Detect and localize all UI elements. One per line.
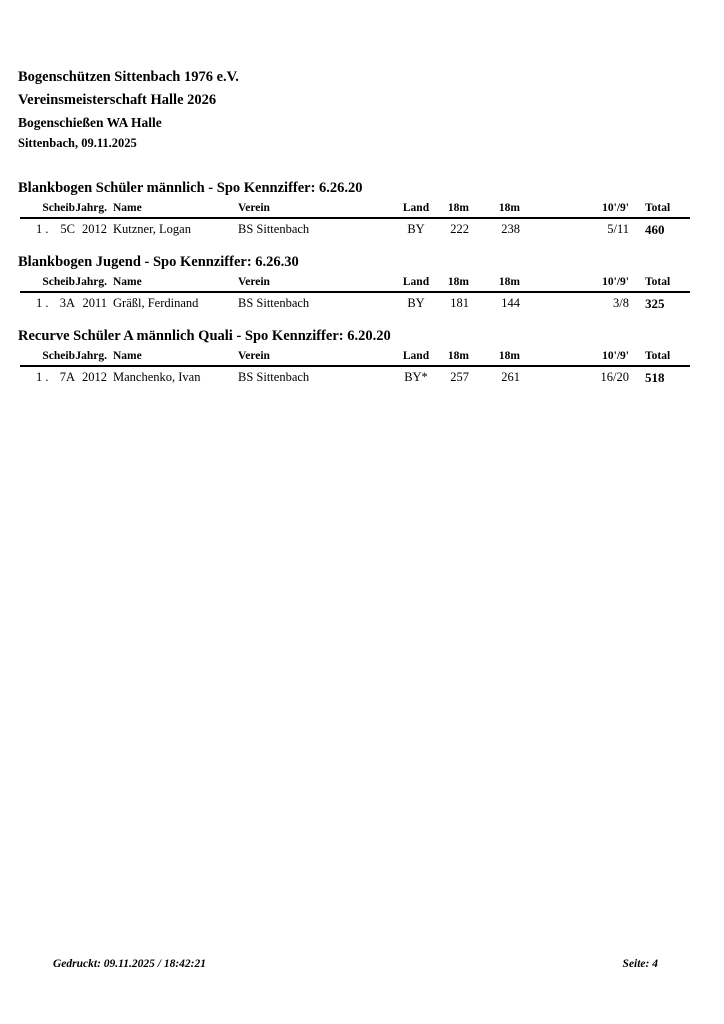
col-header-verein: Verein [238, 276, 270, 288]
table-header-rule [20, 291, 690, 293]
cell-18m-1: 257 [450, 370, 469, 384]
col-header-total: Total [645, 276, 671, 288]
table-header-rule [20, 217, 690, 219]
cell-scheib: 3A [59, 296, 75, 310]
col-header-verein: Verein [238, 202, 270, 214]
cell-land: BY [407, 222, 425, 236]
col-header-scheib: Scheib [42, 202, 75, 214]
cell-jahrg: 2012 [82, 222, 107, 236]
cell-tens: 3/8 [613, 296, 629, 310]
table-header-rule [20, 365, 690, 367]
cell-scheib: 7A [59, 370, 75, 384]
cell-rank: 1 . [36, 370, 49, 384]
cell-18m-1: 181 [450, 296, 469, 310]
cell-land: BY [407, 296, 425, 310]
table-row [0, 296, 724, 313]
cell-verein: BS Sittenbach [238, 222, 310, 236]
event-title: Vereinsmeisterschaft Halle 2026 [18, 92, 217, 108]
col-header-tens: 10'/9' [602, 276, 629, 288]
col-header-jahrg: Jahrg. [75, 350, 107, 362]
col-header-land: Land [402, 276, 430, 288]
cell-18m-2: 238 [501, 222, 520, 236]
col-header-scheib: Scheib [42, 350, 75, 362]
col-header-name: Name [113, 276, 142, 288]
col-header-18m-2: 18m [498, 350, 520, 362]
col-header-18m-1: 18m [447, 202, 469, 214]
cell-tens: 16/20 [600, 370, 629, 384]
result-section-blankbogen-jugend [0, 254, 724, 324]
col-header-tens: 10'/9' [602, 350, 629, 362]
cell-scheib: 5C [60, 222, 75, 236]
section-title: Blankbogen Schüler männlich - Spo Kennziffer: 6.26.20 [18, 180, 363, 196]
cell-18m-1: 222 [450, 222, 469, 236]
cell-verein: BS Sittenbach [238, 296, 310, 310]
cell-name: Gräßl, Ferdinand [113, 296, 199, 310]
cell-land: BY* [404, 370, 428, 384]
page-number: Seite: 4 [622, 958, 658, 970]
table-row [0, 222, 724, 239]
col-header-total: Total [645, 350, 671, 362]
cell-rank: 1 . [36, 222, 49, 236]
result-section-recurve-schueler-a [0, 328, 724, 398]
table-header-row [0, 276, 724, 290]
col-header-land: Land [402, 202, 430, 214]
col-header-18m-1: 18m [447, 276, 469, 288]
cell-18m-2: 261 [501, 370, 520, 384]
col-header-land: Land [402, 350, 430, 362]
cell-name: Manchenko, Ivan [113, 370, 201, 384]
col-header-verein: Verein [238, 350, 270, 362]
cell-tens: 5/11 [607, 222, 629, 236]
col-header-total: Total [645, 202, 671, 214]
cell-total: 518 [645, 370, 665, 385]
cell-jahrg: 2011 [82, 296, 107, 310]
col-header-jahrg: Jahrg. [75, 276, 107, 288]
col-header-name: Name [113, 350, 142, 362]
result-section-blankbogen-schueler [0, 180, 724, 250]
cell-18m-2: 144 [501, 296, 520, 310]
cell-total: 460 [645, 222, 665, 237]
col-header-name: Name [113, 202, 142, 214]
col-header-jahrg: Jahrg. [75, 202, 107, 214]
col-header-18m-2: 18m [498, 202, 520, 214]
table-header-row [0, 350, 724, 364]
col-header-18m-1: 18m [447, 350, 469, 362]
table-header-row [0, 202, 724, 216]
cell-rank: 1 . [36, 296, 49, 310]
cell-name: Kutzner, Logan [113, 222, 191, 236]
print-timestamp: Gedruckt: 09.11.2025 / 18:42:21 [53, 958, 207, 970]
col-header-tens: 10'/9' [602, 202, 629, 214]
cell-verein: BS Sittenbach [238, 370, 310, 384]
table-row [0, 370, 724, 387]
club-title: Bogenschützen Sittenbach 1976 e.V. [18, 69, 239, 85]
col-header-18m-2: 18m [498, 276, 520, 288]
place-date: Sittenbach, 09.11.2025 [18, 136, 137, 150]
discipline-title: Bogenschießen WA Halle [18, 115, 162, 130]
cell-total: 325 [645, 296, 665, 311]
cell-jahrg: 2012 [82, 370, 107, 384]
col-header-scheib: Scheib [42, 276, 75, 288]
section-title: Blankbogen Jugend - Spo Kennziffer: 6.26.30 [18, 254, 299, 270]
section-title: Recurve Schüler A männlich Quali - Spo Kennziffer: 6.20.20 [18, 328, 391, 344]
